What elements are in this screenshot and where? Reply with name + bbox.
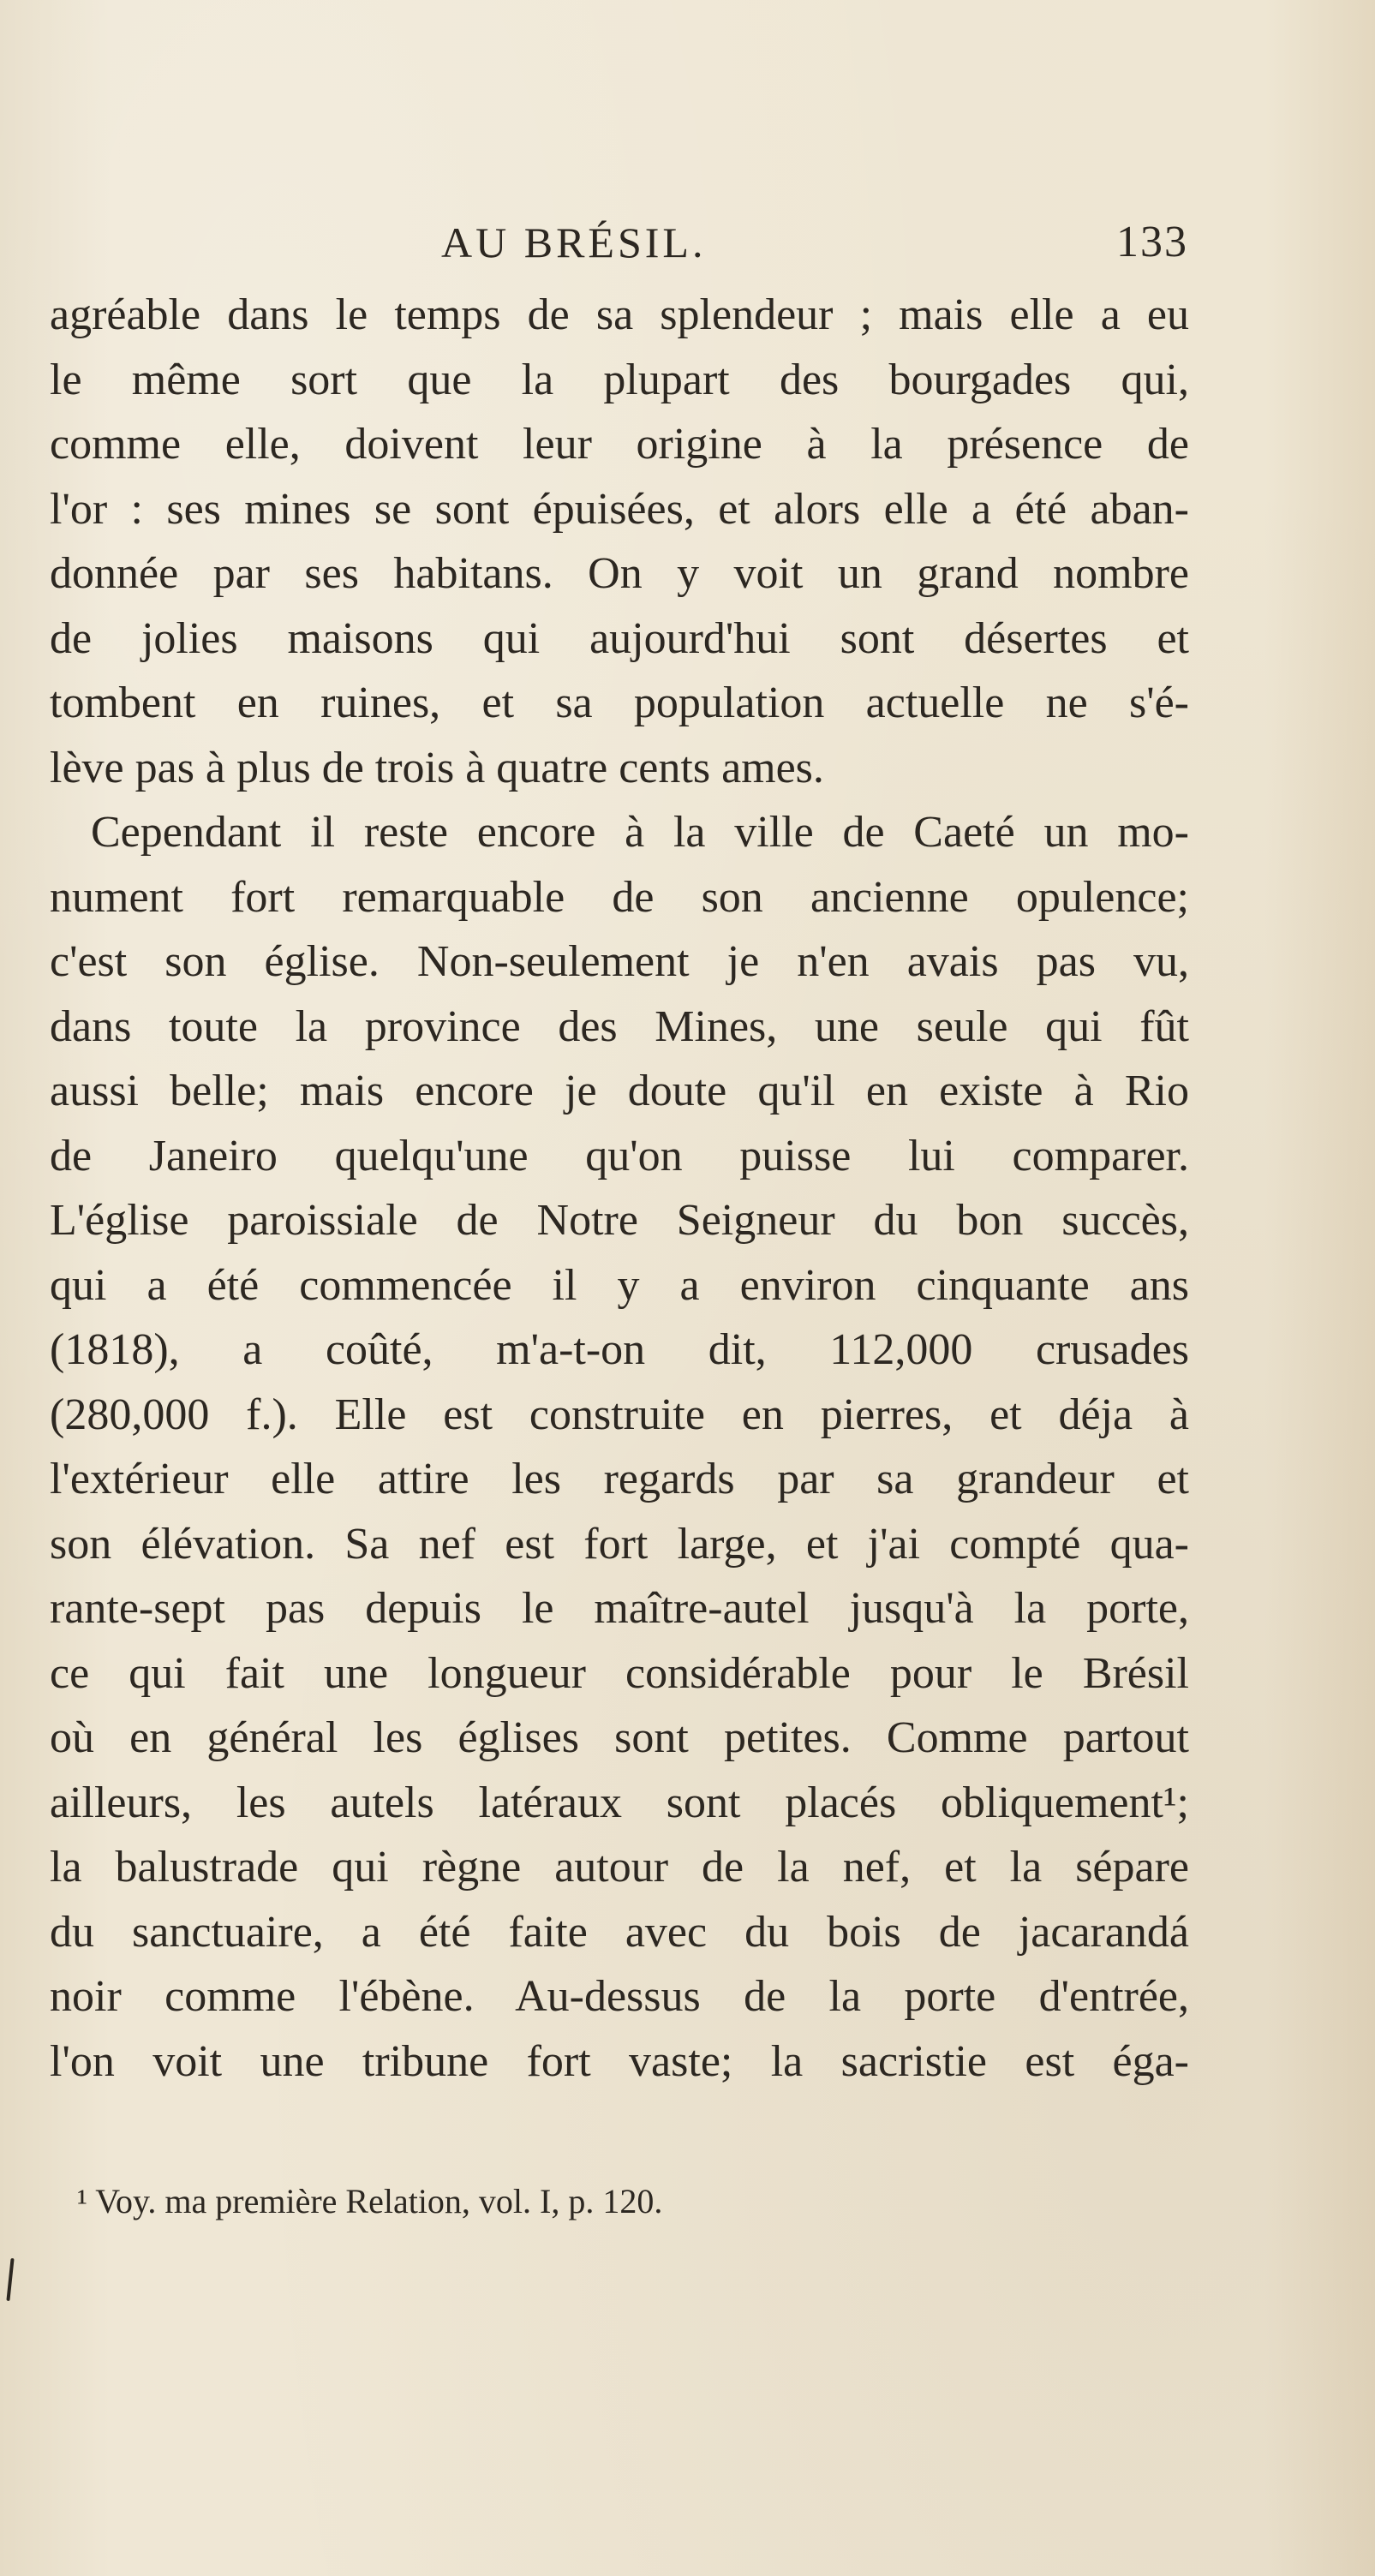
text-line: le même sort que la plupart des bourgades qui, [50,355,1189,404]
text-line: donnée par ses habitans. On y voit un grand nombre [50,549,1189,598]
running-head-title: AU BRÉSIL. [441,218,707,266]
text-line: (1818), a coûté, m'a-t-on dit, 112,000 crusades [50,1325,1189,1374]
text-line: de jolies maisons qui aujourd'hui sont désertes et [50,613,1189,663]
text-line: agréable dans le temps de sa splendeur ; mais elle a eu [50,290,1189,339]
paragraph-2 [50,800,1189,2094]
text-line: Cependant il reste encore à la ville de Caeté un mo- [91,808,1189,857]
text-line: dans toute la province des Mines, une seule qui fût [50,1001,1189,1051]
text-line: du sanctuaire, a été faite avec du bois de jacarandá [50,1907,1189,1957]
text-line: c'est son église. Non-seulement je n'en avais pas vu, [50,937,1189,986]
page-number: 133 [1116,218,1188,266]
text-line: ce qui fait une longueur considérable pour le Brésil [50,1648,1189,1698]
text-line: comme elle, doivent leur origine à la présence de [50,420,1189,469]
text-line: la balustrade qui règne autour de la nef, et la sépare [50,1843,1189,1892]
text-line: ailleurs, les autels latéraux sont placés obliquement¹; [50,1778,1189,1827]
footnote [77,2176,1105,2227]
text-line: aussi belle; mais encore je doute qu'il en existe à Rio [50,1067,1189,1115]
text-line: nument fort remarquable de son ancienne opulence; [50,872,1189,922]
text-line: L'église paroissiale de Notre Seigneur du bon succès, [50,1196,1189,1245]
text-line: rante-sept pas depuis le maître-autel jusqu'à la porte, [50,1584,1189,1633]
text-line: l'extérieur elle attire les regards par sa grandeur et [50,1455,1189,1503]
text-line: de Janeiro quelqu'une qu'on puisse lui comparer. [50,1131,1189,1180]
ink-mark [6,2258,14,2301]
text-line: noir comme l'ébène. Au-dessus de la porte d'entrée, [50,1972,1189,2021]
text-line: l'or : ses mines se sont épuisées, et alors elle a été aban- [50,484,1189,534]
footnote-text: ¹ Voy. ma première Relation, vol. I, p. 120. [77,2182,663,2220]
text-line: où en général les églises sont petites. Comme partout [50,1713,1189,1762]
text-line: son élévation. Sa nef est fort large, et j'ai compté qua- [50,1519,1189,1569]
text-line: lève pas à plus de trois à quatre cents ames. [50,743,824,792]
text-line: l'on voit une tribune fort vaste; la sacristie est éga- [50,2036,1189,2086]
body-text [50,283,1189,2094]
text-line: tombent en ruines, et sa population actuelle ne s'é- [50,678,1189,727]
text-line: (280,000 f.). Elle est construite en pierres, et déja à [50,1390,1189,1439]
paragraph-1 [50,283,1189,800]
text-line: qui a été commencée il y a environ cinquante ans [50,1260,1189,1310]
running-head [0,212,1375,272]
